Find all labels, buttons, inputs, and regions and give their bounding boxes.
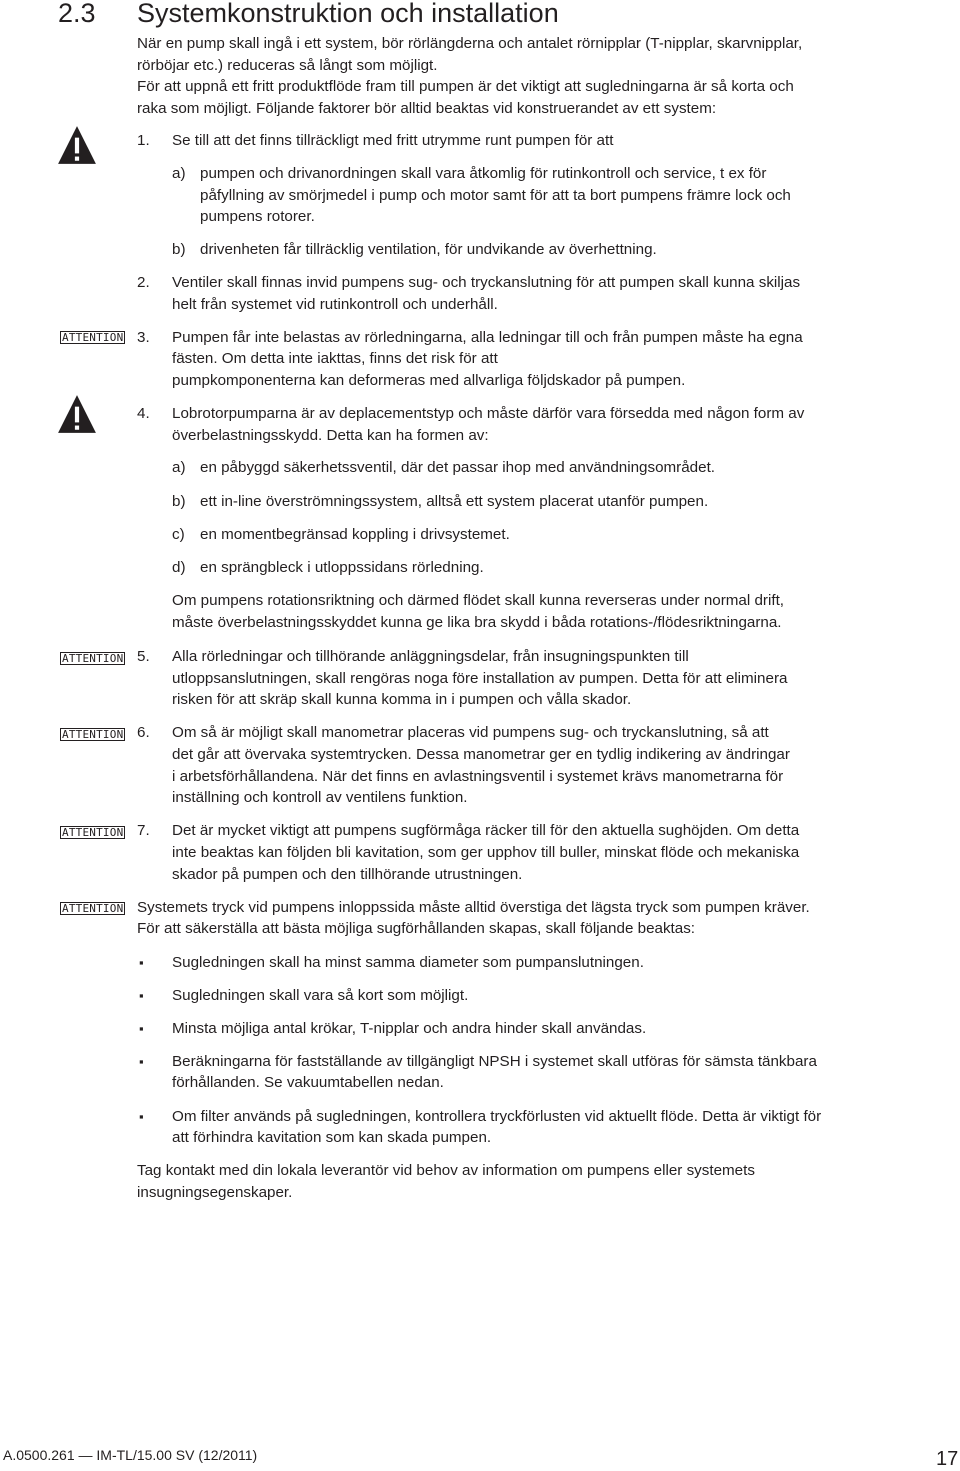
- item-text: Se till att det finns tillräckligt med fritt utrymme runt pumpen för att: [172, 132, 614, 149]
- item-number: 3.: [137, 329, 150, 346]
- sub-item-label: c): [172, 526, 185, 543]
- bullet-marker: ▪: [139, 1054, 144, 1069]
- item-number: 2.: [137, 274, 150, 291]
- closing-line: Tag kontakt med din lokala leverantör vid behov av information om pumpens eller systemets: [137, 1162, 755, 1179]
- attention-badge: ATTENTION: [62, 652, 124, 665]
- page-number: 17: [936, 1448, 959, 1470]
- item-text: Alla rörledningar och tillhörande anläggningsdelar, från insugningspunkten till: [172, 648, 689, 665]
- item-text: det går att övervaka systemtrycken. Dessa manometrar ger en tydlig indikering av ändringar: [172, 746, 790, 763]
- intro-line: rörböjar etc.) reduceras så långt som möjligt.: [137, 57, 438, 74]
- item-text: Pumpen får inte belastas av rörledningarna, alla ledningar till och från pumpen måste ha egna: [172, 329, 803, 346]
- sub-item-label: a): [172, 459, 186, 476]
- sub-item-label: a): [172, 165, 186, 182]
- bullet-text: förhållanden. Se vakuumtabellen nedan.: [172, 1074, 444, 1091]
- item-text: pumpkomponenterna kan deformeras med allvarliga följdskador på pumpen.: [172, 372, 686, 389]
- sub-item-text: en sprängbleck i utloppssidans rörledning.: [200, 559, 484, 576]
- item-number: 7.: [137, 822, 150, 839]
- sub-item-text: en momentbegränsad koppling i drivsystemet.: [200, 526, 510, 543]
- bullet-text: Sugledningen skall ha minst samma diameter som pumpanslutningen.: [172, 954, 644, 971]
- item-number: 4.: [137, 405, 150, 422]
- bullet-marker: ▪: [139, 1109, 144, 1124]
- sub-item-text: pumpens rotorer.: [200, 208, 315, 225]
- attention-badge: ATTENTION: [62, 826, 124, 839]
- item-text: helt från systemet vid rutinkontroll och underhåll.: [172, 296, 498, 313]
- attention-badge: ATTENTION: [62, 331, 124, 344]
- attention-badge: ATTENTION: [62, 902, 124, 915]
- bullet-marker: ▪: [139, 988, 144, 1003]
- sub-item-text: påfyllning av smörjmedel i pump och motor samt för att ta bort pumpens främre lock och: [200, 187, 791, 204]
- bullet-text: att förhindra kavitation som kan skada pumpen.: [172, 1129, 492, 1146]
- sub-item-text: pumpen och drivanordningen skall vara åtkomlig för rutinkontroll och service, t ex för: [200, 165, 767, 182]
- item-number: 5.: [137, 648, 150, 665]
- item-text: inställning och kontroll av ventilens funktion.: [172, 789, 468, 806]
- item-text: skador på pumpen och den tillhörande utrustningen.: [172, 866, 523, 883]
- sub-item-label: b): [172, 493, 186, 510]
- bullet-text: Sugledningen skall vara så kort som möjligt.: [172, 987, 469, 1004]
- item-text: Om så är möjligt skall manometrar placeras vid pumpens sug- och tryckanslutning, så att: [172, 724, 769, 741]
- item-number: 1.: [137, 132, 150, 149]
- item-text: fästen. Om detta inte iakttas, finns det risk för att: [172, 350, 498, 367]
- item-text: Om pumpens rotationsriktning och därmed flödet skall kunna reverseras under normal drift,: [172, 592, 785, 609]
- item-text: Det är mycket viktigt att pumpens sugförmåga räcker till för den aktuella sughöjden. Om detta: [172, 822, 800, 839]
- item-text: Ventiler skall finnas invid pumpens sug- och tryckanslutning för att pumpen skall kunna skiljas: [172, 274, 801, 291]
- pressure-note-line: För att säkerställa att bästa möjliga sugförhållanden skapas, skall följande beaktas:: [137, 920, 696, 937]
- bullet-text: Om filter används på sugledningen, kontrollera tryckförlusten vid aktuellt flöde. Detta är viktigt för: [172, 1108, 822, 1125]
- footer-doc-ref: A.0500.261 — IM-TL/15.00 SV (12/2011): [3, 1447, 258, 1463]
- intro-line: När en pump skall ingå i ett system, bör rörlängderna och antalet rörnipplar (T-nipplar, skarvnipplar,: [137, 35, 803, 52]
- item-text: risken för att skräp skall kunna komma in i pumpen och vålla skador.: [172, 691, 632, 708]
- pressure-note-line: Systemets tryck vid pumpens inloppssida måste alltid överstiga det lägsta tryck som pumpen kräver.: [137, 899, 810, 916]
- item-number: 6.: [137, 724, 150, 741]
- section-title: Systemkonstruktion och installation: [137, 0, 559, 28]
- section-number: 2.3: [58, 0, 96, 28]
- warning-icon: [56, 393, 98, 435]
- bullet-marker: ▪: [139, 955, 144, 970]
- attention-badge: ATTENTION: [62, 728, 124, 741]
- bullet-text: Minsta möjliga antal krökar, T-nipplar och andra hinder skall användas.: [172, 1020, 647, 1037]
- item-text: i arbetsförhållandena. När det finns en avlastningsventil i systemet krävs manometrarna för: [172, 768, 784, 785]
- item-text: utloppsanslutningen, skall rengöras noga före installation av pumpen. Detta för att eliminera: [172, 670, 788, 687]
- item-text: Lobrotorpumparna är av deplacementstyp och måste därför vara försedda med någon form av: [172, 405, 805, 422]
- bullet-marker: ▪: [139, 1021, 144, 1036]
- intro-line: raka som möjligt. Följande faktorer bör alltid beaktas vid konstruerandet av ett system:: [137, 100, 717, 117]
- bullet-text: Beräkningarna för fastställande av tillgängligt NPSH i systemet skall utföras för sämsta tänkbara: [172, 1053, 817, 1070]
- sub-item-text: en påbyggd säkerhetssventil, där det passar ihop med användningsområdet.: [200, 459, 716, 476]
- closing-line: insugningsegenskaper.: [137, 1184, 293, 1201]
- sub-item-label: b): [172, 241, 186, 258]
- item-text: överbelastningsskydd. Detta kan ha formen av:: [172, 427, 489, 444]
- item-text: måste överbelastningsskyddet kunna ge lika bra skydd i båda rotations-/flödesriktningarna.: [172, 614, 782, 631]
- item-text: inte beaktas kan följden bli kavitation, som ger upphov till buller, minskat flöde och mekaniska: [172, 844, 800, 861]
- sub-item-label: d): [172, 559, 186, 576]
- sub-item-text: ett in-line överströmningssystem, alltså ett system placerat utanför pumpen.: [200, 493, 709, 510]
- sub-item-text: drivenheten får tillräcklig ventilation, för undvikande av överhettning.: [200, 241, 657, 258]
- warning-icon: [56, 124, 98, 166]
- intro-line: För att uppnå ett fritt produktflöde fram till pumpen är det viktigt att sugledningarna är så korta och: [137, 78, 794, 95]
